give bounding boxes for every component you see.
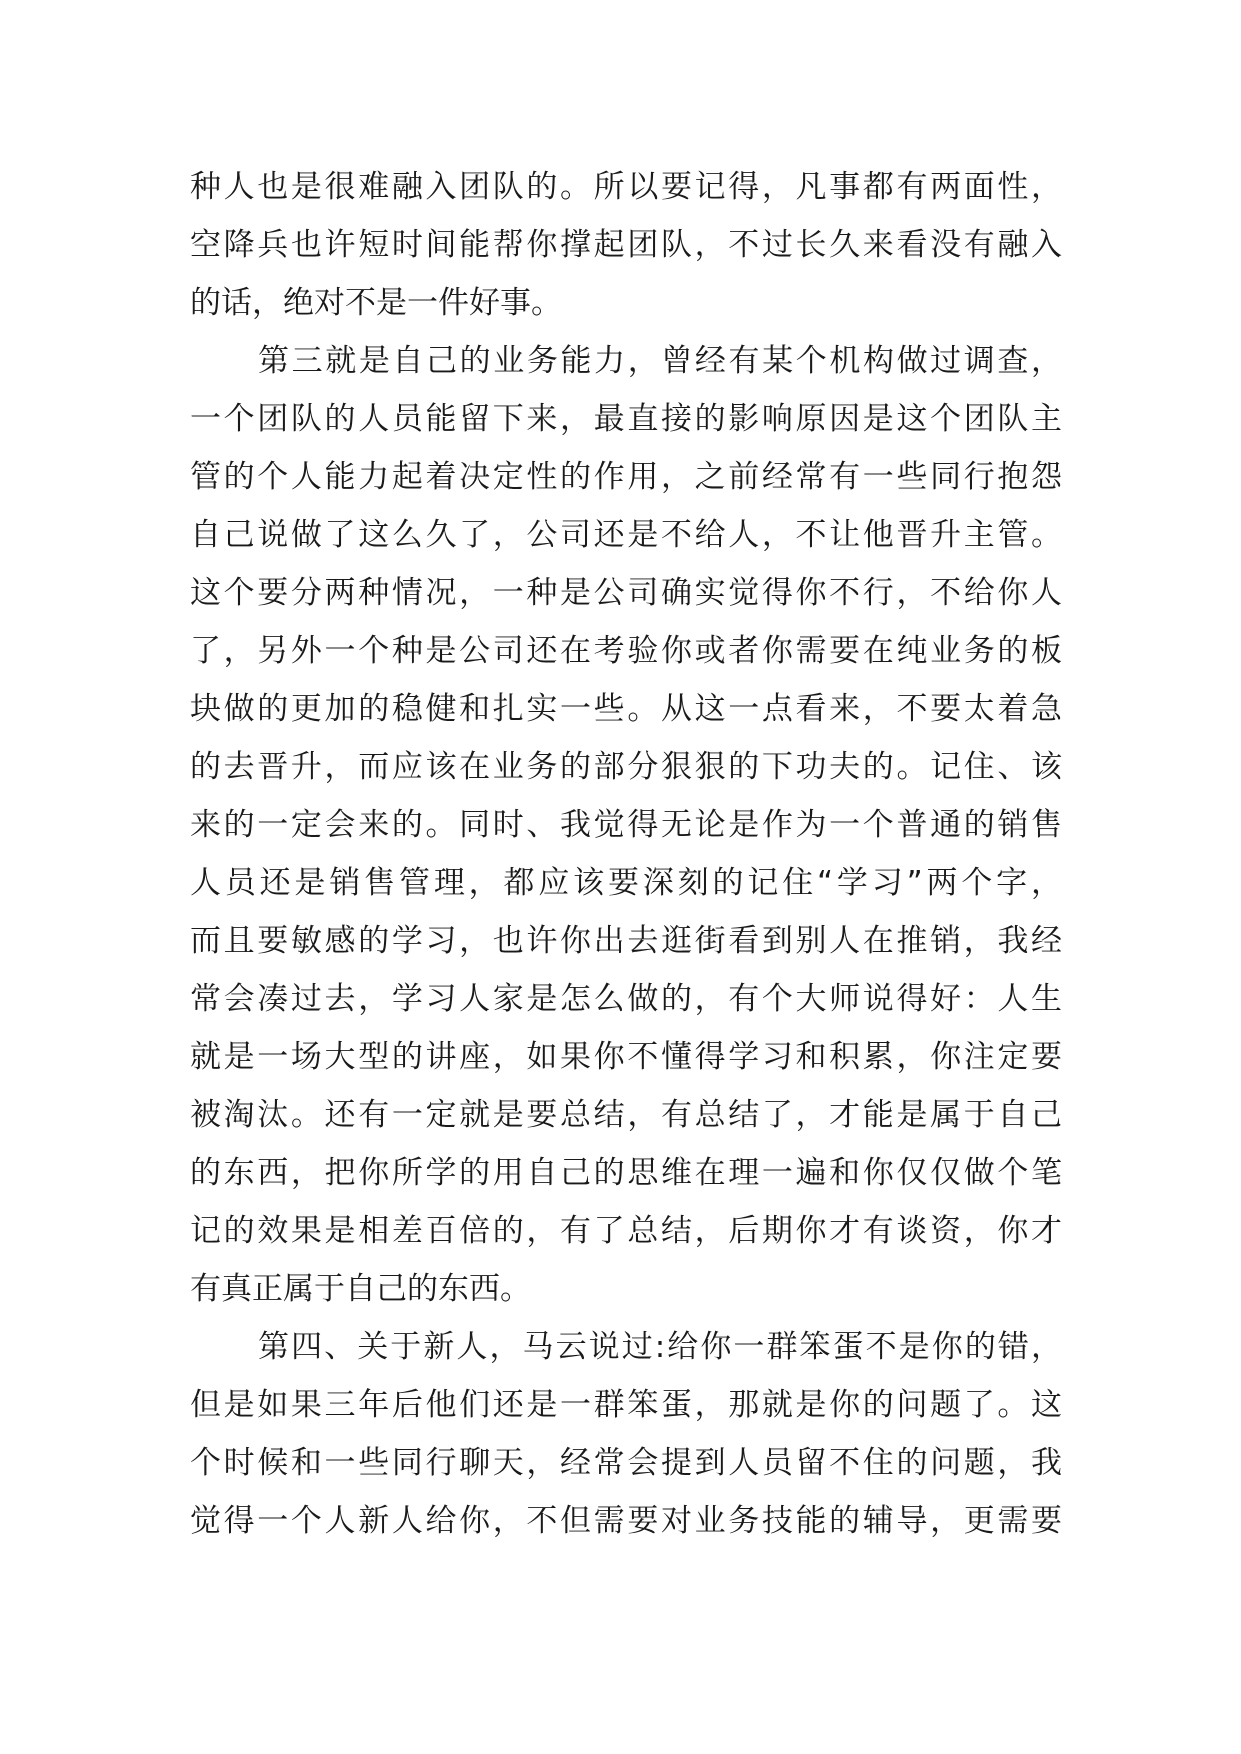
text-line: 的东西，把你所学的用自己的思维在理一遍和你仅仅做个笔	[190, 1155, 1062, 1191]
text-line: 被淘汰。还有一定就是要总结，有总结了，才能是属于自己	[190, 1097, 1062, 1133]
text-line: 第四、关于新人，马云说过:给你一群笨蛋不是你的错，	[258, 1329, 1062, 1365]
text-line: 个时候和一些同行聊天，经常会提到人员留不住的问题，我	[190, 1445, 1062, 1481]
text-line: 有真正属于自己的东西。	[190, 1271, 531, 1307]
paragraph-2	[190, 332, 1062, 1318]
text-line: 这个要分两种情况，一种是公司确实觉得你不行，不给你人	[190, 575, 1062, 611]
text-line: 种人也是很难融入团队的。所以要记得，凡事都有两面性，	[190, 169, 1062, 205]
text-line: 而且要敏感的学习，也许你出去逛街看到别人在推销，我经	[190, 923, 1062, 959]
body-text	[190, 158, 1062, 1550]
paragraph-1	[190, 158, 1062, 332]
text-line: 的去晋升，而应该在业务的部分狠狠的下功夫的。记住、该	[190, 749, 1062, 785]
text-line: 来的一定会来的。同时、我觉得无论是作为一个普通的销售	[190, 807, 1062, 843]
text-line: 人员还是销售管理，都应该要深刻的记住“学习”两个字，	[190, 865, 1062, 901]
paragraph-3	[190, 1318, 1062, 1550]
text-line: 一个团队的人员能留下来，最直接的影响原因是这个团队主	[190, 401, 1062, 437]
text-line: 记的效果是相差百倍的，有了总结，后期你才有谈资，你才	[190, 1213, 1062, 1249]
text-line: 空降兵也许短时间能帮你撑起团队，不过长久来看没有融入	[190, 227, 1062, 263]
text-line: 自己说做了这么久了，公司还是不给人，不让他晋升主管。	[190, 517, 1062, 553]
text-line: 了，另外一个种是公司还在考验你或者你需要在纯业务的板	[190, 633, 1062, 669]
text-line: 的话，绝对不是一件好事。	[190, 285, 562, 321]
text-line: 但是如果三年后他们还是一群笨蛋，那就是你的问题了。这	[190, 1387, 1062, 1423]
text-line: 觉得一个人新人给你，不但需要对业务技能的辅导，更需要	[190, 1503, 1062, 1539]
text-line: 块做的更加的稳健和扎实一些。从这一点看来，不要太着急	[190, 691, 1062, 727]
text-line: 第三就是自己的业务能力，曾经有某个机构做过调查，	[258, 343, 1062, 379]
text-line: 管的个人能力起着决定性的作用，之前经常有一些同行抱怨	[190, 459, 1062, 495]
text-line: 就是一场大型的讲座，如果你不懂得学习和积累，你注定要	[190, 1039, 1062, 1075]
text-line: 常会凑过去，学习人家是怎么做的，有个大师说得好：人生	[190, 981, 1062, 1017]
